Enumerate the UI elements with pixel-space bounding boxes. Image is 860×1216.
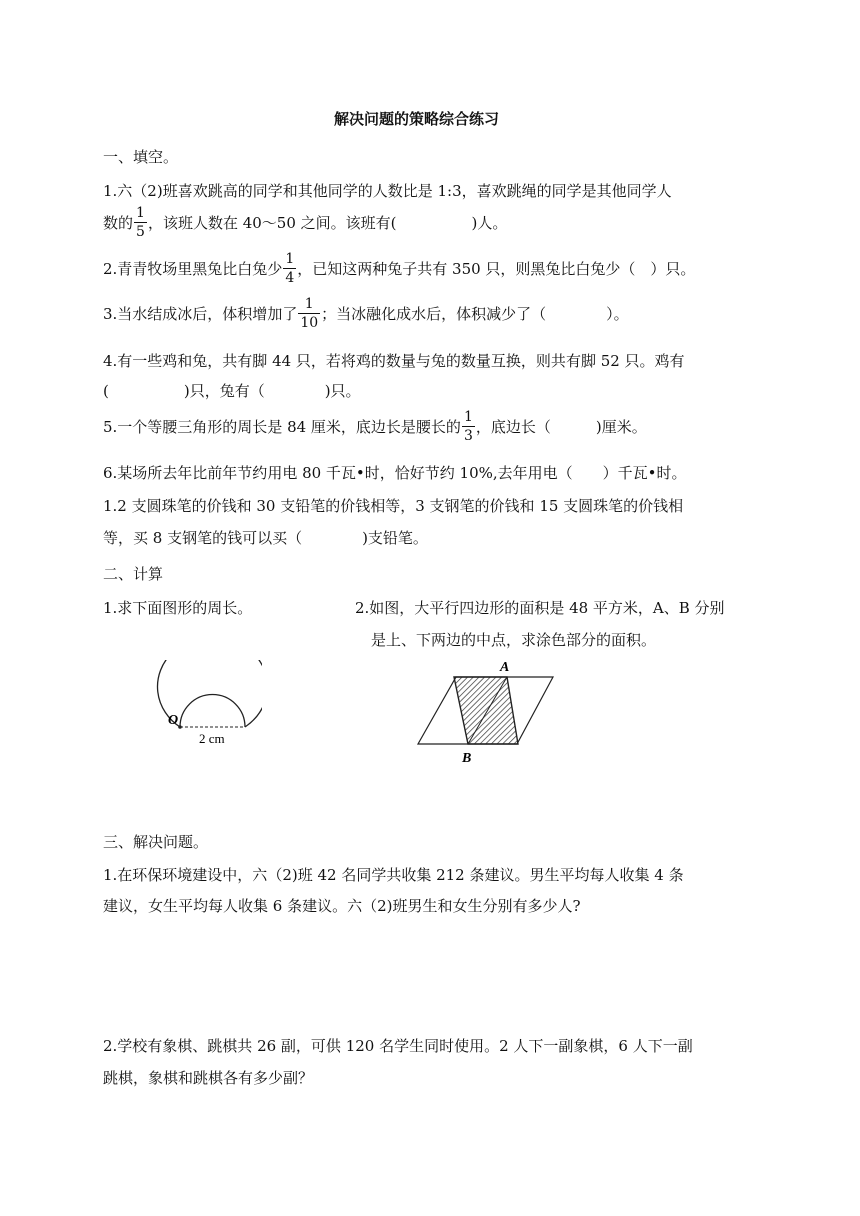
section-3-heading: 三、解决问题。 (103, 833, 209, 851)
question-4-line-1: 4.有一些鸡和兔，共有脚 44 只，若将鸡的数量与兔的数量互换，则共有脚 52 只。鸡有 (103, 352, 685, 370)
question-5-suffix: ，底边长（ )厘米。 (475, 418, 647, 436)
section-2-heading: 二、计算 (103, 565, 164, 583)
question-1-suffix: ，该班人数在 40～50 之间。该班有( )人。 (147, 214, 508, 232)
question-7-line-2: 等，买 8 支钢笔的钱可以买（ )支铅笔。 (103, 529, 428, 547)
question-3-prefix: 3.当水结成冰后，体积增加了 (103, 305, 298, 323)
question-3 (103, 297, 629, 330)
point-o-label: O (168, 713, 179, 728)
problem-2-line-1: 2.学校有象棋、跳棋共 26 副，可供 120 名学生同时使用。2 人下一副象棋，6 人下一副 (103, 1037, 693, 1055)
length-label: 2 cm (199, 731, 225, 746)
calc-question-1: 1.求下面图形的周长。 (103, 599, 253, 617)
question-2-prefix: 2.青青牧场里黑兔比白兔少 (103, 260, 283, 278)
problem-1-line-2: 建议，女生平均每人收集 6 条建议。六（2)班男生和女生分别有多少人? (103, 897, 581, 915)
question-3-suffix: ；当冰融化成水后，体积减少了（ ）。 (321, 305, 629, 323)
semicircle-figure (112, 660, 262, 770)
problem-2-line-2: 跳棋，象棋和跳棋各有多少副？ (103, 1069, 314, 1087)
fraction-denominator: 10 (300, 315, 319, 331)
question-5 (103, 410, 647, 443)
question-2 (103, 252, 695, 285)
fraction-denominator: 4 (285, 270, 295, 286)
calc-question-2-line-2: 是上、下两边的中点，求涂色部分的面积。 (371, 631, 657, 649)
question-2-suffix: ，已知这两种兔子共有 350 只，则黑兔比白兔少（ ）只。 (297, 260, 696, 278)
inner-arc (180, 695, 245, 727)
question-1-prefix: 数的 (103, 214, 134, 232)
fraction (283, 252, 296, 285)
center-point (178, 725, 182, 729)
shaded-region (454, 677, 518, 744)
question-4-line-2: ( )只，兔有（ )只。 (103, 382, 361, 400)
fraction (462, 410, 475, 443)
fraction-denominator: 5 (136, 224, 145, 240)
page-title: 解决问题的策略综合练习 (334, 110, 500, 128)
question-5-prefix: 5.一个等腰三角形的周长是 84 厘米，底边长是腰长的 (103, 418, 461, 436)
fraction (134, 206, 147, 239)
problem-1-line-1: 1.在环保环境建设中，六（2)班 42 名同学共收集 212 条建议。男生平均每人收集 4 条 (103, 866, 684, 884)
fraction-numerator: 1 (463, 409, 473, 425)
question-1-line-2 (103, 206, 507, 239)
parallelogram-figure (410, 655, 560, 767)
fraction-numerator: 1 (136, 205, 145, 221)
question-1-line-1: 1.六（2)班喜欢跳高的同学和其他同学的人数比是 1:3，喜欢跳绳的同学是其他同学人 (103, 182, 672, 200)
fraction-numerator: 1 (298, 297, 320, 314)
fraction (298, 297, 320, 330)
fraction-numerator: 1 (285, 251, 295, 267)
question-7-line-1: 1.2 支圆珠笔的价钱和 30 支铅笔的价钱相等，3 支钢笔的价钱和 15 支圆珠笔的价钱相 (103, 497, 684, 515)
section-1-heading: 一、填空。 (103, 148, 179, 166)
question-6: 6.某场所去年比前年节约用电 80 千瓦•时，恰好节约 10%,去年用电（ ）千瓦•时。 (103, 464, 687, 482)
fraction-denominator: 3 (463, 428, 473, 444)
calc-question-2-line-1: 2.如图，大平行四边形的面积是 48 平方米，A、B 分别 (355, 599, 725, 617)
point-a-label: A (500, 660, 510, 675)
point-b-label: B (462, 751, 472, 766)
